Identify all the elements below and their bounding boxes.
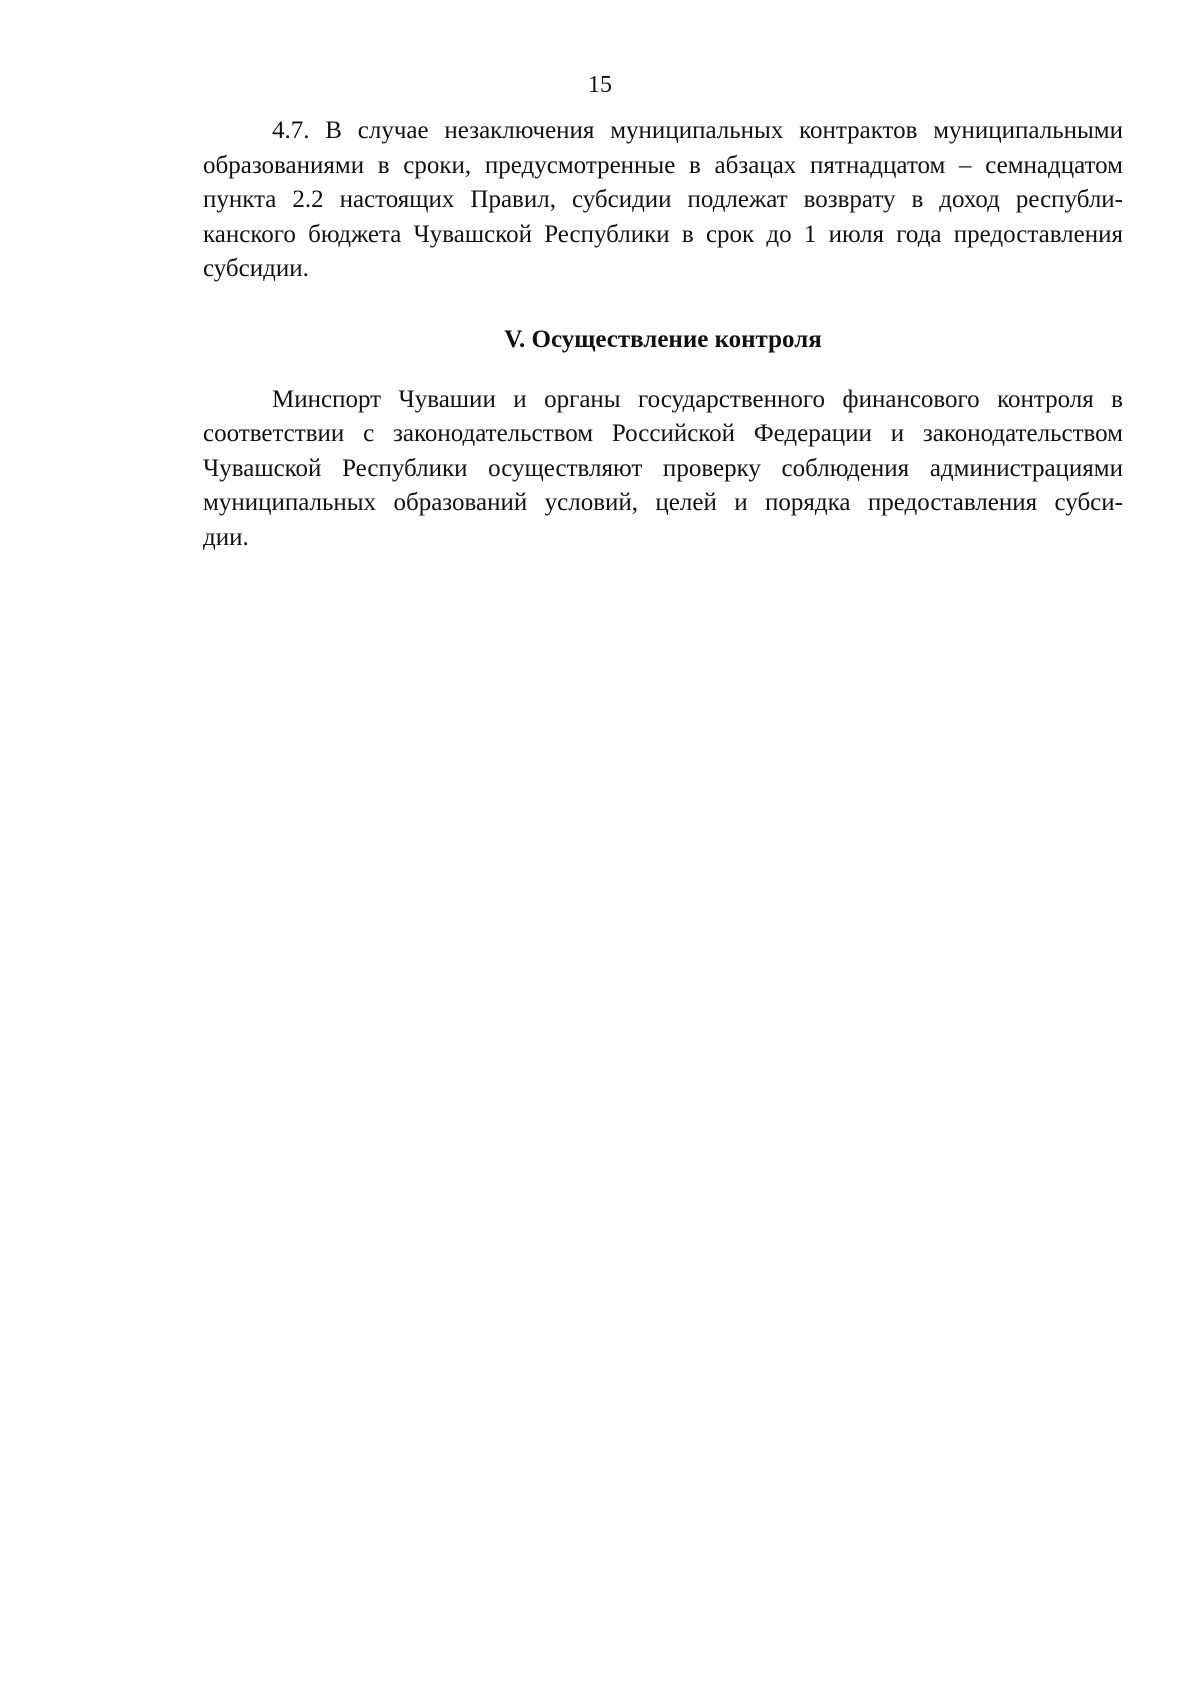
- paragraph-line: Минспорт Чувашии и органы государственного финансового контроля в: [272, 385, 1123, 413]
- paragraph-line: Чувашской Республики осуществляют проверку соблюдения администрациями: [203, 454, 1123, 482]
- paragraph-line: канского бюджета Чувашской Республики в срок до 1 июля года предоставления: [203, 220, 1123, 248]
- document-body: [203, 114, 1123, 555]
- paragraph-line: пункта 2.2 настоящих Правил, субсидии подлежат возврату в доход республи-: [203, 186, 1123, 213]
- paragraph-4-7: [203, 114, 1123, 287]
- paragraph-line: муниципальных образований условий, целей и порядка предоставления субси-: [203, 489, 1123, 516]
- paragraph-line: субсидии.: [203, 255, 309, 282]
- paragraph-line: 4.7. В случае незаключения муниципальных контрактов муниципальными: [272, 117, 1123, 144]
- paragraph-line: дии.: [203, 523, 249, 551]
- section-heading: V. Осуществление контроля: [504, 325, 822, 353]
- paragraph-line: образованиями в сроки, предусмотренные в абзацах пятнадцатом – семнадцатом: [203, 151, 1123, 179]
- paragraph-control: [203, 383, 1123, 556]
- paragraph-line: соответствии с законодательством Российской Федерации и законодательством: [203, 420, 1123, 447]
- page-number: 15: [588, 72, 612, 98]
